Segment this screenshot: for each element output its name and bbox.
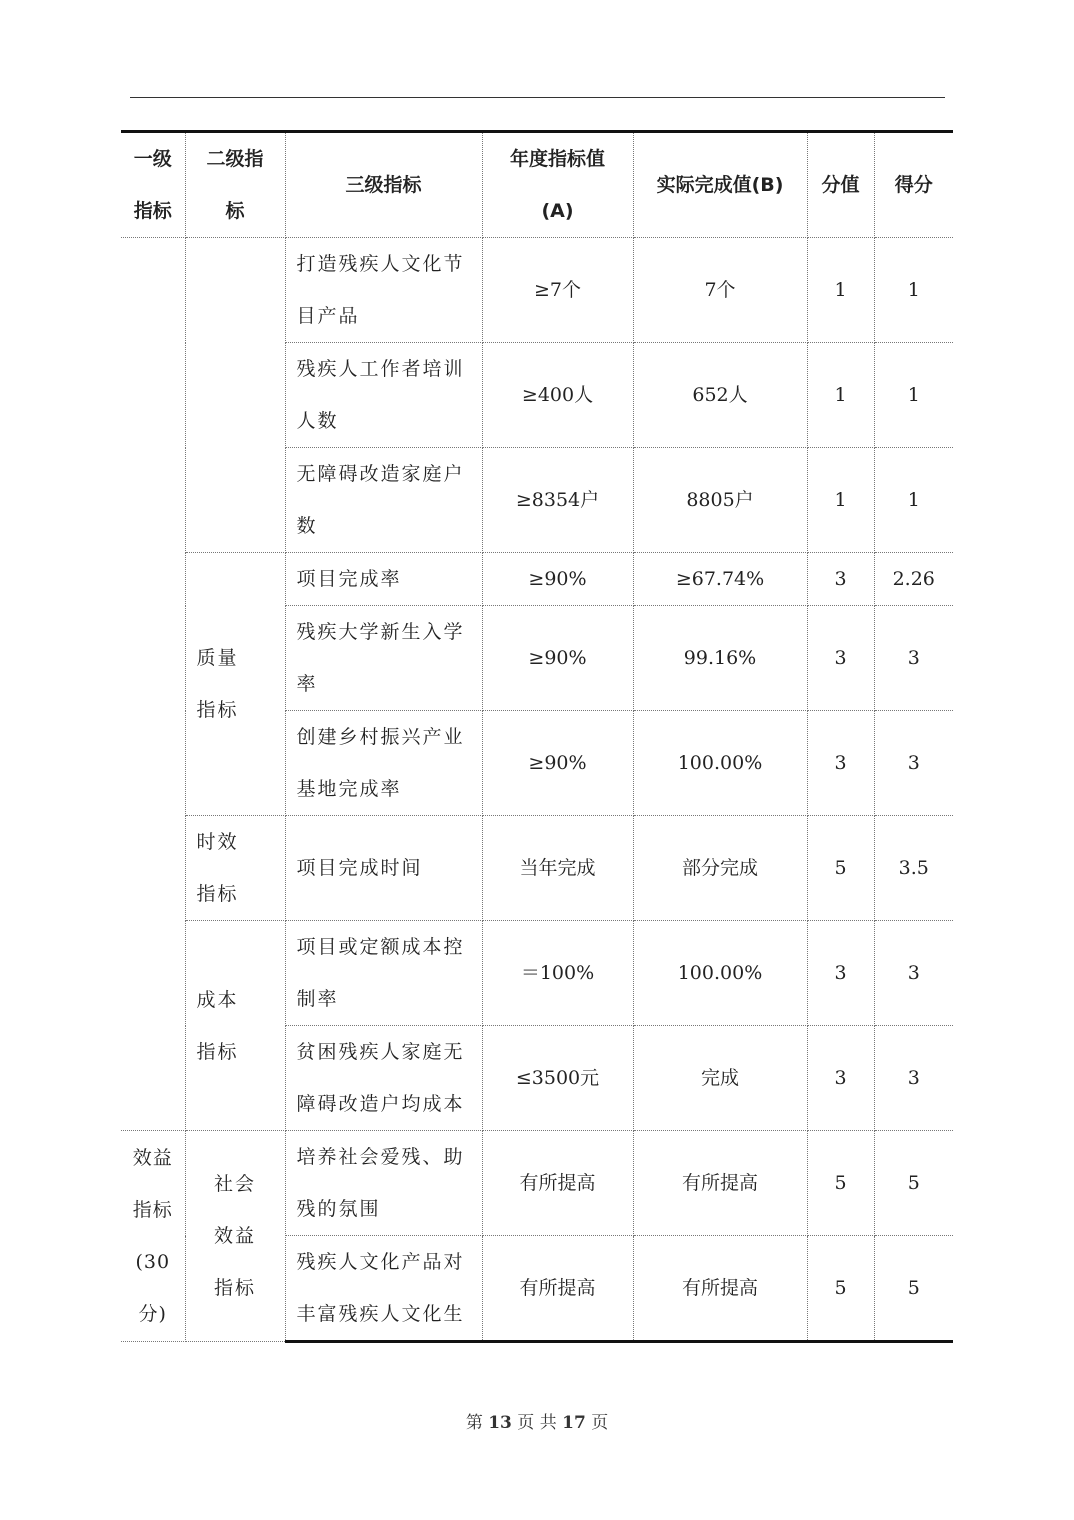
header-score: 得分	[874, 132, 953, 238]
score-value: 1	[807, 448, 874, 553]
social-benefit-indicator-label: 社会效益指标	[213, 1173, 256, 1299]
table-row	[121, 921, 953, 1026]
score-obtained: 1	[874, 343, 953, 448]
quality-indicator-label: 质量指标	[196, 647, 239, 721]
actual-value: 有所提高	[633, 1131, 807, 1236]
footer-suffix: 页	[591, 1413, 609, 1433]
indicator-name: 培养社会爱残、助残的氛围	[296, 1146, 465, 1220]
actual-value: 100.00%	[633, 921, 807, 1026]
score-value: 3	[807, 606, 874, 711]
timeliness-indicator-label: 时效指标	[196, 831, 239, 905]
target-value: ≥7个	[482, 238, 633, 343]
score-value: 3	[807, 921, 874, 1026]
actual-value: 8805户	[633, 448, 807, 553]
footer-prefix: 第	[465, 1413, 483, 1433]
score-obtained: 3	[874, 1026, 953, 1131]
header-level2: 二级指标	[185, 132, 285, 238]
score-obtained: 3.5	[874, 816, 953, 921]
target-value: ≥8354户	[482, 448, 633, 553]
indicator-name: 项目完成率	[296, 568, 402, 590]
target-value: ≥400人	[482, 343, 633, 448]
target-value: ≥90%	[482, 553, 633, 606]
header-annual-target: 年度指标值(A)	[482, 132, 633, 238]
score-value: 5	[807, 1131, 874, 1236]
target-value: ≤3500元	[482, 1026, 633, 1131]
indicator-name: 创建乡村振兴产业基地完成率	[296, 726, 465, 800]
benefit-indicator-label: 效益指标(30分)	[132, 1147, 173, 1325]
actual-value: 100.00%	[633, 711, 807, 816]
target-value: ＝100%	[482, 921, 633, 1026]
actual-value: 652人	[633, 343, 807, 448]
actual-value: 7个	[633, 238, 807, 343]
indicator-name: 打造残疾人文化节目产品	[296, 253, 465, 327]
score-obtained: 1	[874, 238, 953, 343]
actual-value: 部分完成	[633, 816, 807, 921]
level1-continued-cell	[121, 238, 185, 1131]
indicator-name: 贫困残疾人家庭无障碍改造户均成本	[296, 1041, 465, 1115]
indicator-name: 残疾人工作者培训人数	[296, 358, 465, 432]
indicator-name: 项目完成时间	[296, 857, 423, 879]
performance-indicator-table	[121, 130, 953, 1343]
score-obtained: 3	[874, 606, 953, 711]
cost-indicator-label: 成本指标	[196, 988, 239, 1063]
indicator-name: 残疾人文化产品对丰富残疾人文化生	[296, 1251, 465, 1325]
table-row	[121, 816, 953, 921]
indicator-name: 无障碍改造家庭户数	[296, 463, 465, 537]
indicator-name: 项目或定额成本控制率	[296, 936, 465, 1010]
page-footer	[0, 1408, 1074, 1433]
target-value: ≥90%	[482, 711, 633, 816]
target-value: 当年完成	[482, 816, 633, 921]
header-actual: 实际完成值(B)	[633, 132, 807, 238]
footer-middle: 页 共	[517, 1413, 557, 1433]
actual-value: ≥67.74%	[633, 553, 807, 606]
score-value: 3	[807, 1026, 874, 1131]
score-value: 3	[807, 711, 874, 816]
score-obtained: 1	[874, 448, 953, 553]
actual-value: 完成	[633, 1026, 807, 1131]
actual-value: 99.16%	[633, 606, 807, 711]
score-obtained: 3	[874, 921, 953, 1026]
target-value: ≥90%	[482, 606, 633, 711]
score-obtained: 3	[874, 711, 953, 816]
score-value: 5	[807, 816, 874, 921]
score-obtained: 5	[874, 1131, 953, 1236]
table-row	[121, 238, 953, 343]
actual-value: 有所提高	[633, 1236, 807, 1342]
score-obtained: 2.26	[874, 553, 953, 606]
header-rule	[130, 97, 945, 98]
header-level1: 一级指标	[121, 132, 185, 238]
table-row	[121, 1131, 953, 1236]
table-header-row	[121, 132, 953, 238]
header-level3: 三级指标	[285, 132, 482, 238]
score-value: 1	[807, 343, 874, 448]
target-value: 有所提高	[482, 1236, 633, 1342]
level2-continued-cell	[185, 238, 285, 553]
score-obtained: 5	[874, 1236, 953, 1342]
score-value: 3	[807, 553, 874, 606]
current-page-number: 13	[488, 1413, 512, 1433]
total-page-count: 17	[562, 1413, 586, 1433]
target-value: 有所提高	[482, 1131, 633, 1236]
score-value: 1	[807, 238, 874, 343]
table-row	[121, 553, 953, 606]
header-score-value: 分值	[807, 132, 874, 238]
indicator-name: 残疾大学新生入学率	[296, 621, 465, 695]
score-value: 5	[807, 1236, 874, 1342]
